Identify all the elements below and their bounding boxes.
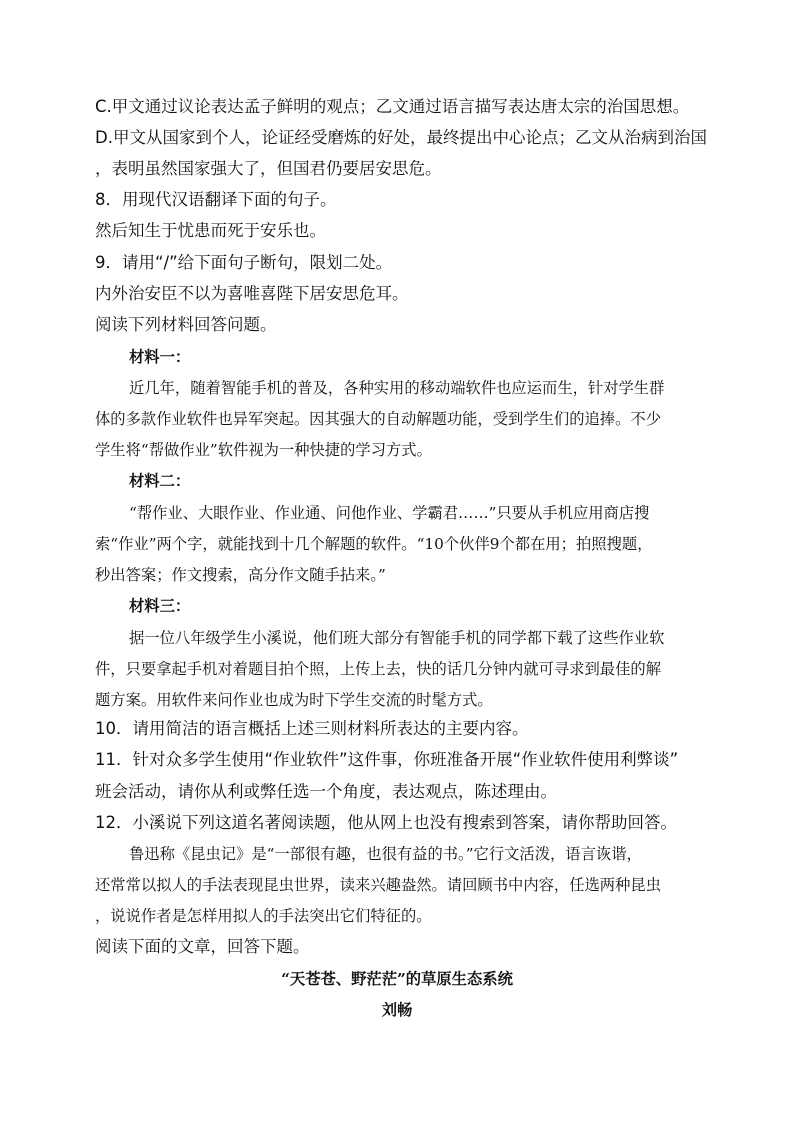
- material-1-line-1: 近几年，随着智能手机的普及，各种实用的移动端软件也应运而生，针对学生群: [129, 379, 665, 397]
- material-2-line-3: 秒出答案；作文搜索，高分作文随手拈来。”: [95, 566, 386, 584]
- reading-instruction: 阅读下列材料回答问题。: [95, 315, 277, 334]
- question-12-text-line-3: ，说说作者是怎样用拟人的手法突出它们特征的。: [95, 907, 432, 925]
- question-8: 8．用现代汉语翻译下面的句子。: [95, 190, 337, 209]
- material-1-line-2: 体的多款作业软件也异军突起。因其强大的自动解题功能，受到学生们的追捧。不少: [95, 410, 661, 428]
- question-9: 9．请用“/”给下面句子断句，限划二处。: [95, 253, 393, 272]
- option-d-line-1: D.甲文从国家到个人，论证经受磨炼的好处，最终提出中心论点；乙文从治病到治国: [95, 128, 707, 147]
- question-10: 10．请用简洁的语言概括上述三则材料所表达的主要内容。: [95, 719, 529, 738]
- material-3-line-3: 题方案。用软件来问作业也成为时下学生交流的时髦方式。: [95, 691, 493, 709]
- question-9-sentence: 内外治安臣不以为喜唯喜陛下居安思危耳。: [95, 284, 409, 303]
- question-8-sentence: 然后知生于忧患而死于安乐也。: [95, 221, 326, 240]
- material-2-heading: 材料二：: [129, 472, 191, 490]
- material-3-line-1: 据一位八年级学生小溪说，他们班大部分有智能手机的同学都下载了这些作业软: [129, 629, 665, 647]
- material-3-line-2: 件，只要拿起手机对着题目拍个照，上传上去，快的话几分钟内就可寻求到最佳的解: [95, 660, 661, 678]
- option-d-line-2: ，表明虽然国家强大了，但国君仍要居安思危。: [95, 159, 442, 178]
- material-1-line-3: 学生将“帮做作业”软件视为一种快捷的学习方式。: [95, 441, 432, 459]
- reading-intro: 阅读下面的文章，回答下题。: [95, 937, 310, 956]
- question-11-line-2: 班会活动，请你从利或弊任选一个角度，表达观点，陈述理由。: [95, 782, 557, 801]
- article-author: 刘畅: [381, 1001, 413, 1019]
- option-c: C.甲文通过议论表达孟子鲜明的观点；乙文通过语言描写表达唐太宗的治国思想。: [95, 97, 690, 116]
- article-title: “天苍苍、野茫茫”的草原生态系统: [281, 970, 513, 988]
- question-11-line-1: 11．针对众多学生使用“作业软件”这件事，你班准备开展“作业软件使用利弊谈”: [95, 750, 679, 769]
- question-12-text-line-1: 鲁迅称《昆虫记》是“一部很有趣，也很有益的书。”它行文活泼，语言诙谐，: [129, 845, 642, 863]
- material-2-line-2: 索“作业”两个字，就能找到十几个解题的软件。“10个伙伴9个都在用；拍照搜题，: [95, 535, 653, 553]
- question-12: 12．小溪说下列这道名著阅读题，他从网上也没有搜索到答案，请你帮助回答。: [95, 813, 677, 832]
- material-3-heading: 材料三：: [129, 597, 191, 615]
- material-2-line-1: “帮作业、大眼作业、作业通、问他作业、学霸君……”只要从手机应用商店搜: [129, 504, 650, 522]
- question-12-text-line-2: 还常常以拟人的手法表现昆虫世界，读来兴趣盎然。请回顾书中内容，任选两种昆虫: [95, 876, 661, 894]
- material-1-heading: 材料一：: [129, 348, 191, 366]
